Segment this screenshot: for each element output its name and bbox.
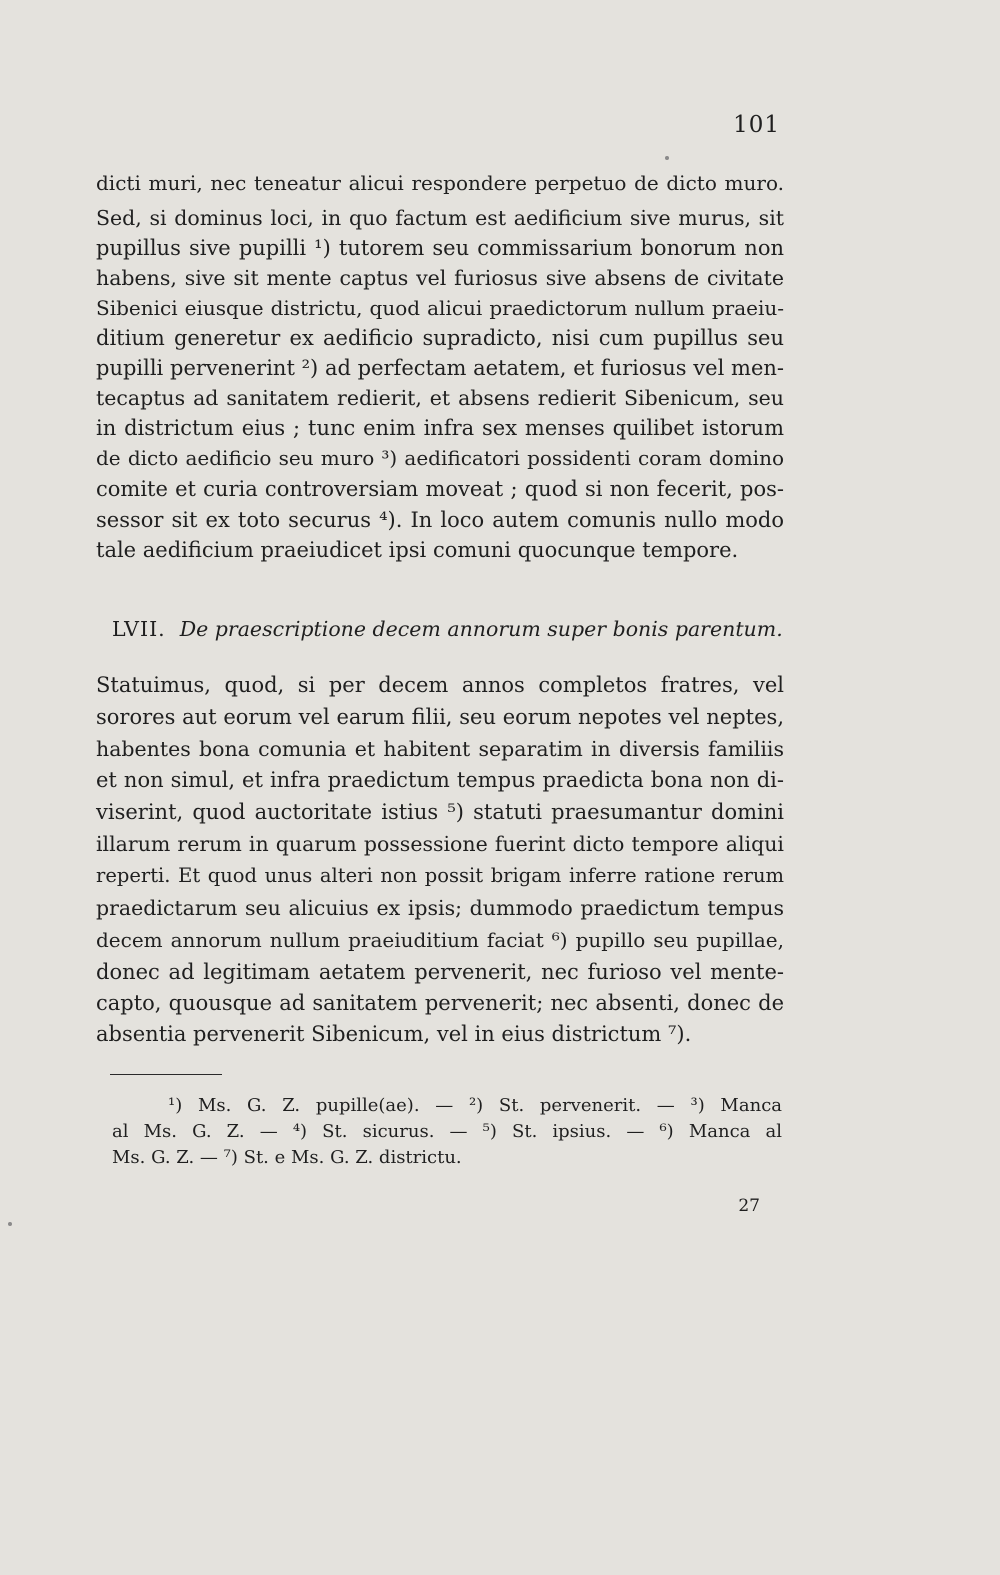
text-line: et non simul, et infra praedictum tempus praedicta bona non di- — [96, 768, 784, 792]
section-heading — [112, 614, 792, 644]
text-line: Sed, si dominus loci, in quo factum est aedificium sive murus, sit — [96, 206, 784, 230]
text-line: de dicto aedificio seu muro ³) aedificatori possidenti coram domino — [96, 446, 784, 470]
text-line: sessor sit ex toto securus ⁴). In loco autem comunis nullo modo — [96, 508, 784, 532]
footnote-line: ¹) Ms. G. Z. pupille(ae). — ²) St. pervenerit. — ³) Manca — [168, 1095, 782, 1116]
section-title: De praescriptione decem annorum super bonis parentum. — [179, 617, 783, 641]
text-line: comite et curia controversiam moveat ; quod si non fecerit, pos- — [96, 477, 784, 501]
sheet-signature: 27 — [738, 1196, 760, 1216]
text-line: capto, quousque ad sanitatem pervenerit; nec absenti, donec de — [96, 991, 784, 1015]
text-line: decem annorum nullum praeiuditium faciat ⁶) pupillo seu pupillae, — [96, 928, 784, 952]
text-line: tecaptus ad sanitatem redierit, et absens redierit Sibenicum, seu — [96, 386, 784, 410]
footnote-line: Ms. G. Z. — ⁷) St. e Ms. G. Z. districtu. — [112, 1147, 462, 1168]
text-line: habens, sive sit mente captus vel furiosus sive absens de civitate — [96, 266, 784, 290]
text-line: habentes bona comunia et habitent separatim in diversis familiis — [96, 737, 784, 761]
text-line: pupillus sive pupilli ¹) tutorem seu commissarium bonorum non — [96, 236, 784, 260]
text-line: viserint, quod auctoritate istius ⁵) statuti praesumantur domini — [96, 800, 784, 824]
text-line: ditium generetur ex aedificio supradicto, nisi cum pupillus seu — [96, 326, 784, 350]
footnote-line: al Ms. G. Z. — ⁴) St. sicurus. — ⁵) St. ipsius. — ⁶) Manca al — [112, 1121, 782, 1142]
text-line: Statuimus, quod, si per decem annos completos fratres, vel — [96, 673, 784, 697]
paper-speck — [665, 156, 669, 160]
text-line: in districtum eius ; tunc enim infra sex menses quilibet istorum — [96, 416, 784, 440]
text-line: praedictarum seu alicuius ex ipsis; dummodo praedictum tempus — [96, 896, 784, 920]
section-number: LVII. — [112, 617, 166, 641]
page-number: 101 — [733, 112, 780, 138]
text-line: Sibenici eiusque districtu, quod alicui praedictorum nullum praeiu- — [96, 296, 784, 320]
text-line: sorores aut eorum vel earum filii, seu eorum nepotes vel neptes, — [96, 705, 784, 729]
footnote-divider — [110, 1074, 222, 1075]
text-line: absentia pervenerit Sibenicum, vel in eius districtum ⁷). — [96, 1022, 692, 1046]
text-line: illarum rerum in quarum possessione fuerint dicto tempore aliqui — [96, 832, 784, 856]
text-line: tale aedificium praeiudicet ipsi comuni quocunque tempore. — [96, 538, 739, 562]
text-line: pupilli pervenerint ²) ad perfectam aetatem, et furiosus vel men- — [96, 356, 784, 380]
text-line: donec ad legitimam aetatem pervenerit, nec furioso vel mente- — [96, 960, 784, 984]
text-line: dicti muri, nec teneatur alicui respondere perpetuo de dicto muro. — [96, 171, 784, 195]
paper-speck — [8, 1222, 12, 1226]
text-line: reperti. Et quod unus alteri non possit brigam inferre ratione rerum — [96, 864, 784, 887]
